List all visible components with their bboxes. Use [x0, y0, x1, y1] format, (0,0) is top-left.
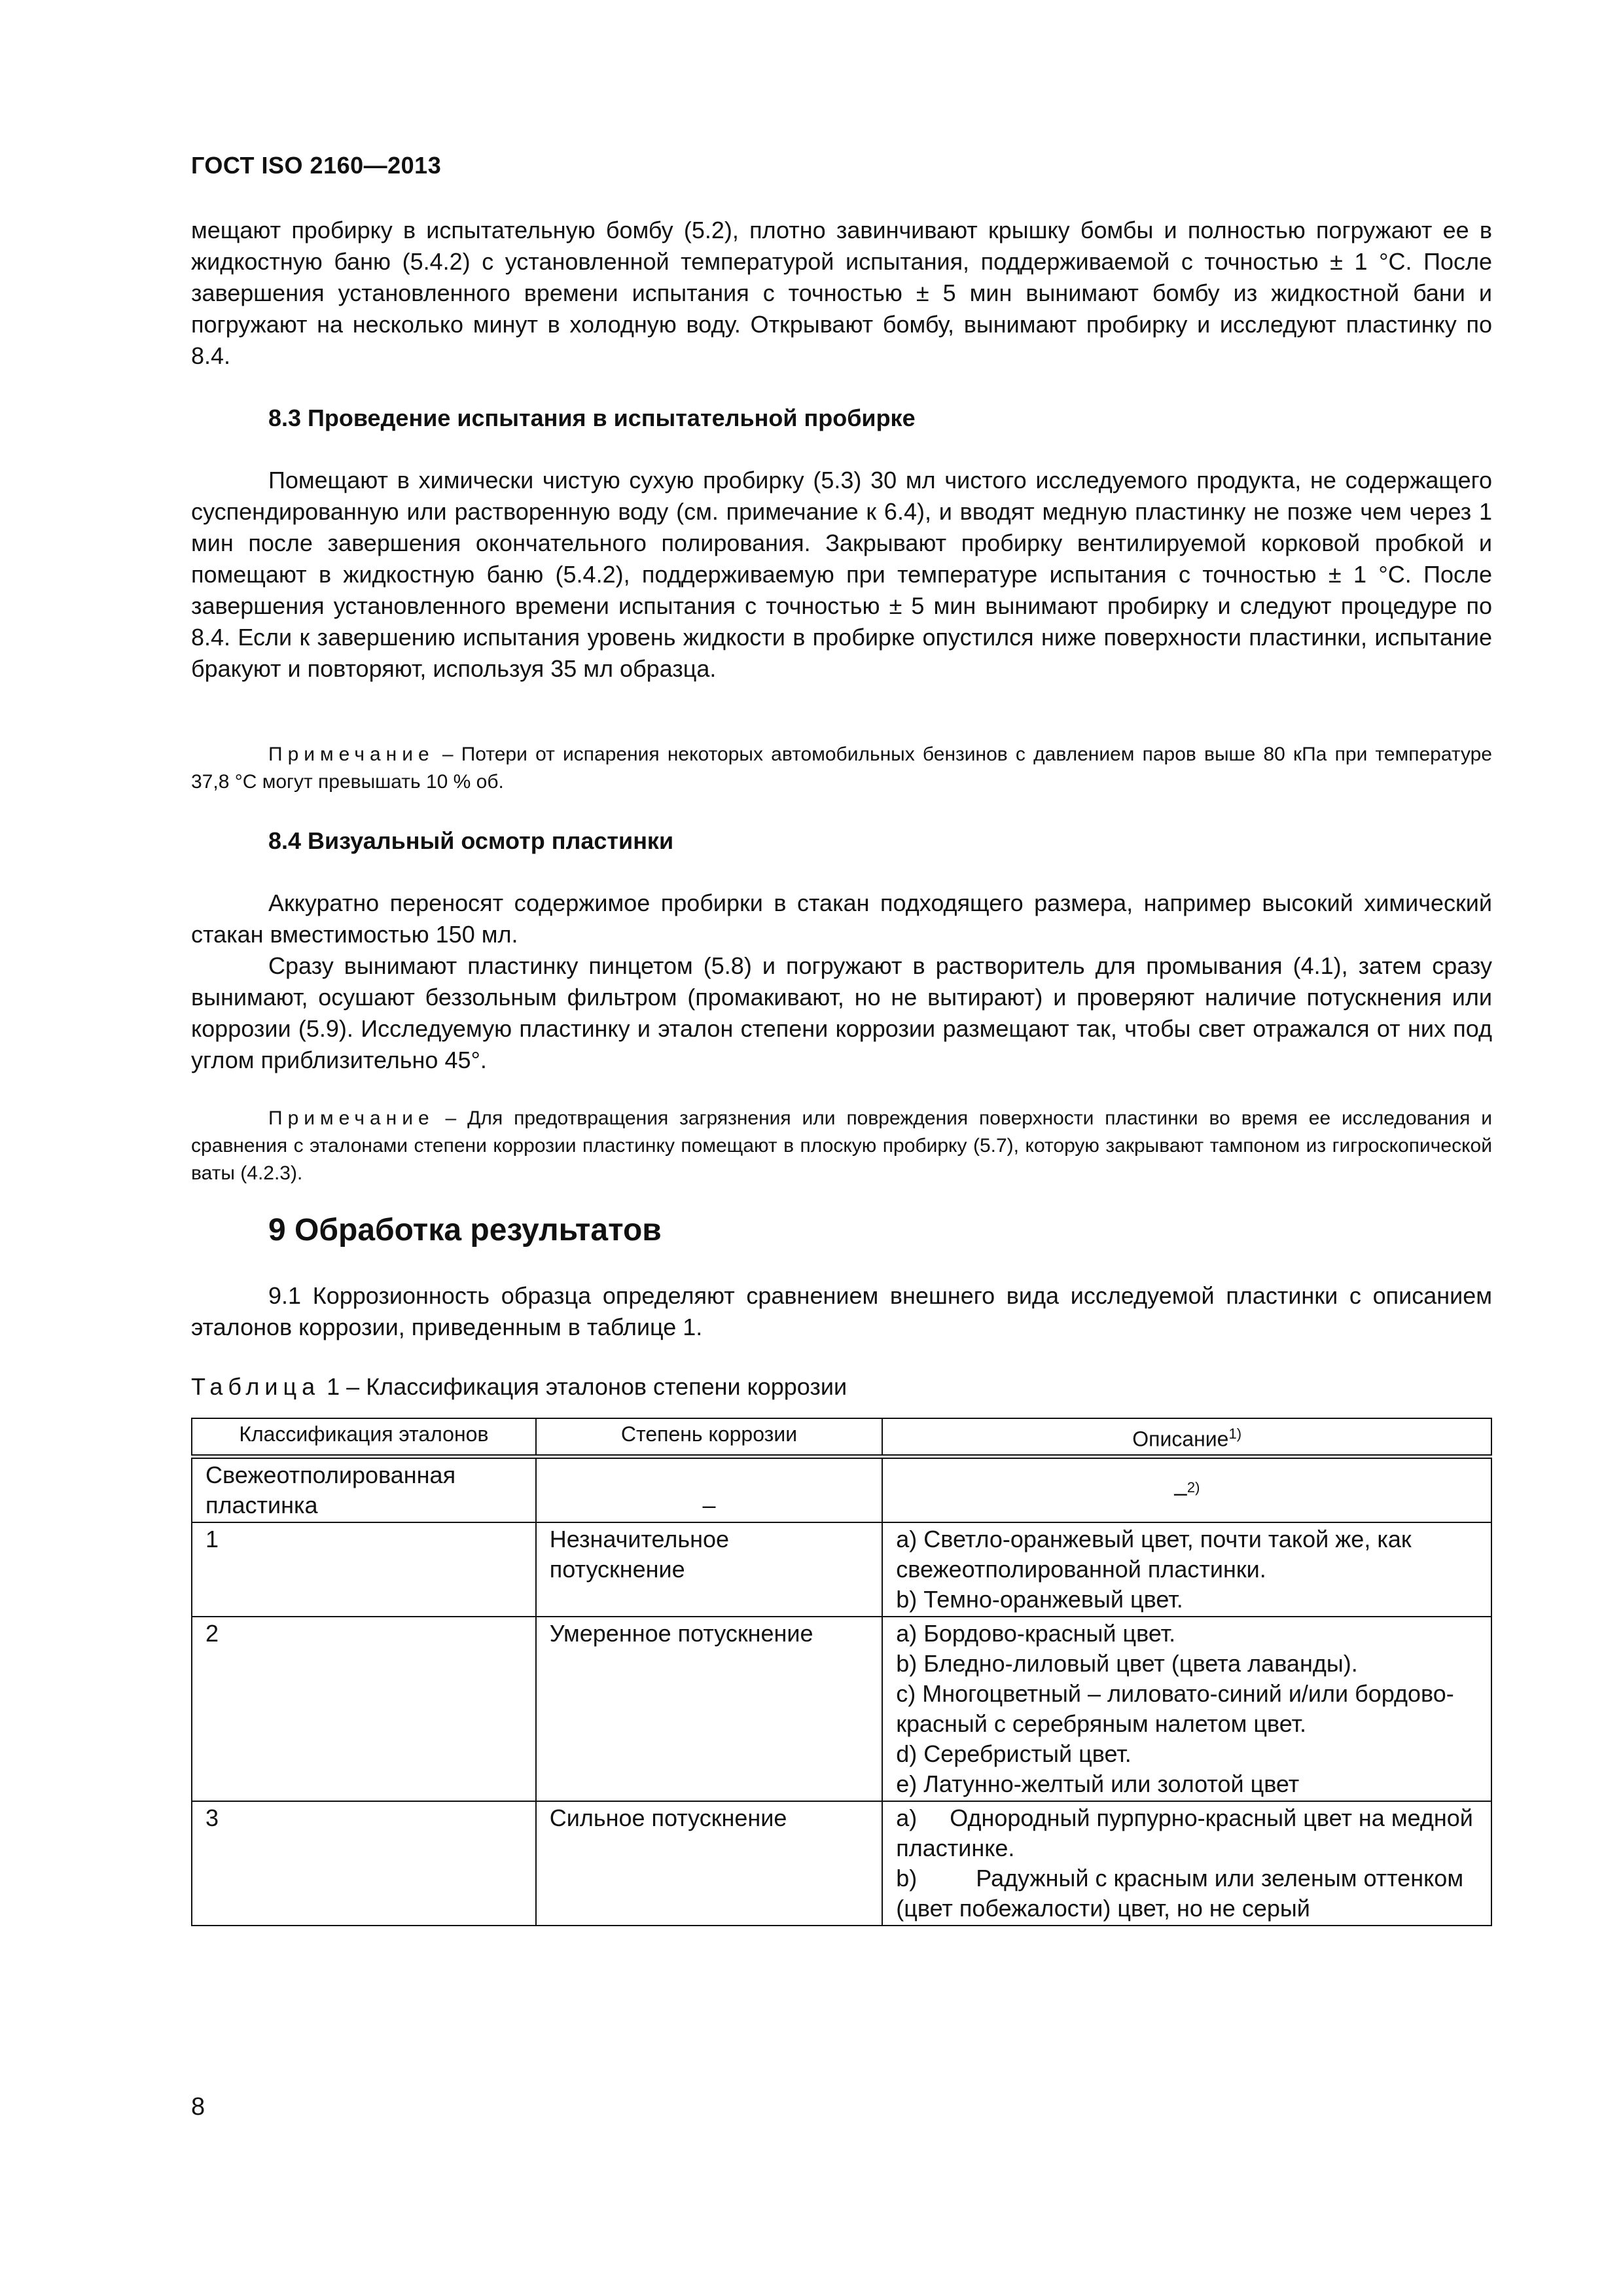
header-degree: Степень коррозии — [536, 1418, 882, 1456]
table-caption-text: 1 – Классификация эталонов степени коррозии — [320, 1373, 847, 1400]
corrosion-classification-table — [191, 1418, 1492, 1926]
description-cell — [882, 1456, 1491, 1522]
description-line: c) Многоцветный – лиловато-синий и/или бордово-красный с серебряным налетом цвет. — [896, 1679, 1454, 1737]
description-line: b) Бледно-лиловый цвет (цвета лаванды). — [896, 1649, 1358, 1677]
table-caption-label: Таблица — [191, 1373, 321, 1400]
document-header: ГОСТ ISO 2160—2013 — [191, 152, 442, 179]
description-line: e) Латунно-желтый или золотой цвет — [896, 1770, 1300, 1797]
table-row — [192, 1801, 1491, 1926]
section-8-4-paragraph-2: Сразу вынимают пластинку пинцетом (5.8) и погружают в растворитель для промывания (4.1), затем сразу вынимают, осушают беззольным фильтром (промакивают, но не вытирают) и проверяют наличие потускнения или коррозии (5.9). Исследуемую пластинку и эталон степени коррозии размещают так, чтобы свет отражался от них под углом приблизительно 45°. — [191, 952, 1492, 1073]
description-line: b) Темно-оранжевый цвет. — [896, 1585, 1183, 1613]
description-line: a) Бордово-красный цвет. — [896, 1619, 1176, 1647]
section-8-4-heading: 8.4 Визуальный осмотр пластинки — [268, 827, 674, 854]
description-line: d) Серебристый цвет. — [896, 1740, 1132, 1767]
section-8-3-heading: 8.3 Проведение испытания в испытательной пробирке — [268, 404, 916, 431]
class-cell: 1 — [192, 1522, 536, 1617]
section-8-4-paragraph-1: Аккуратно переносят содержимое пробирки в стакан подходящего размера, например высокий химический стакан вместимостью 150 мл. — [191, 889, 1492, 948]
note-text: – Потери от испарения некоторых автомобильных бензинов с давлением паров выше 80 кПа при температуре 37,8 °С могут превышать 10 % об. — [191, 744, 1492, 793]
degree-cell: – — [536, 1456, 882, 1522]
class-cell: Свежеотполированная пластинка — [192, 1456, 536, 1522]
description-dash: – — [1173, 1479, 1187, 1506]
header-footnote-mark: 1) — [1228, 1426, 1242, 1442]
section-9-paragraph: 9.1 Коррозионность образца определяют сравнением внешнего вида исследуемой пластинки с описанием эталонов коррозии, приведенным в таблице 1. — [191, 1282, 1492, 1340]
degree-cell: Незначительное потускнение — [536, 1522, 882, 1617]
description-cell — [882, 1522, 1491, 1617]
header-description-label: Описание — [1132, 1427, 1229, 1451]
table-header-row — [192, 1418, 1491, 1456]
header-classification: Классификация эталонов — [192, 1418, 536, 1456]
table-caption — [191, 1373, 847, 1401]
note-text: – Для предотвращения загрязнения или повреждения поверхности пластинки во время ее исследования и сравнения с эталонами степени коррозии пластинку помещают в плоскую пробирку (5.7), которую закрывают тампоном из гигроскопической ваты (4.2.3). — [191, 1107, 1492, 1184]
note-label: Примечание — [268, 1107, 435, 1129]
description-footnote-mark: 2) — [1186, 1479, 1200, 1496]
class-cell: 2 — [192, 1617, 536, 1801]
section-9-heading: 9 Обработка результатов — [268, 1213, 662, 1247]
description-line: b) Радужный с красным или зеленым оттенком (цвет побежалости) цвет, но не серый — [896, 1864, 1471, 1922]
degree-cell: Сильное потускнение — [536, 1801, 882, 1926]
section-8-3-paragraph: Помещают в химически чистую сухую пробирку (5.3) 30 мл чистого исследуемого продукта, не содержащего суспендированную или растворенную воду (см. примечание к 6.4), и вводят медную пластинку не позже чем через 1 мин после завершения окончательного полирования. Закрывают пробирку вентилируемой корковой пробкой и помещают в жидкостную баню (5.4.2), поддерживаемую при температуре испытания с точностью ± 1 °С. После завершения установленного времени испытания с точностью ± 5 мин вынимают пробирку и следуют процедуре по 8.4. Если к завершению испытания уровень жидкости в пробирке опустился ниже поверхности пластинки, испытание бракуют и повторяют, используя 35 мл образца. — [191, 467, 1492, 682]
header-description — [882, 1418, 1491, 1456]
section-8-4-note — [191, 1105, 1492, 1187]
description-line: a) Светло-оранжевый цвет, почти такой же, как свежеотполированной пластинки. — [896, 1525, 1412, 1583]
table-row — [192, 1456, 1491, 1522]
page-number: 8 — [191, 2093, 205, 2121]
table-row — [192, 1617, 1491, 1801]
section-8-3-note — [191, 741, 1492, 796]
description-line: a) Однородный пурпурно-красный цвет на медной пластинке. — [896, 1804, 1480, 1861]
table-row — [192, 1522, 1491, 1617]
description-cell — [882, 1617, 1491, 1801]
note-label: Примечание — [268, 744, 435, 765]
degree-cell: Умеренное потускнение — [536, 1617, 882, 1801]
intro-paragraph: мещают пробирку в испытательную бомбу (5.2), плотно завинчивают крышку бомбы и полностью погружают ее в жидкостную баню (5.4.2) с установленной температурой испытания, поддерживаемой с точностью ± 1 °С. После завершения установленного времени испытания с точностью ± 5 мин вынимают бомбу из жидкостной бани и погружают на несколько минут в холодную воду. Открывают бомбу, вынимают пробирку и исследуют пластинку по 8.4. — [191, 217, 1492, 369]
description-cell — [882, 1801, 1491, 1926]
class-cell: 3 — [192, 1801, 536, 1926]
